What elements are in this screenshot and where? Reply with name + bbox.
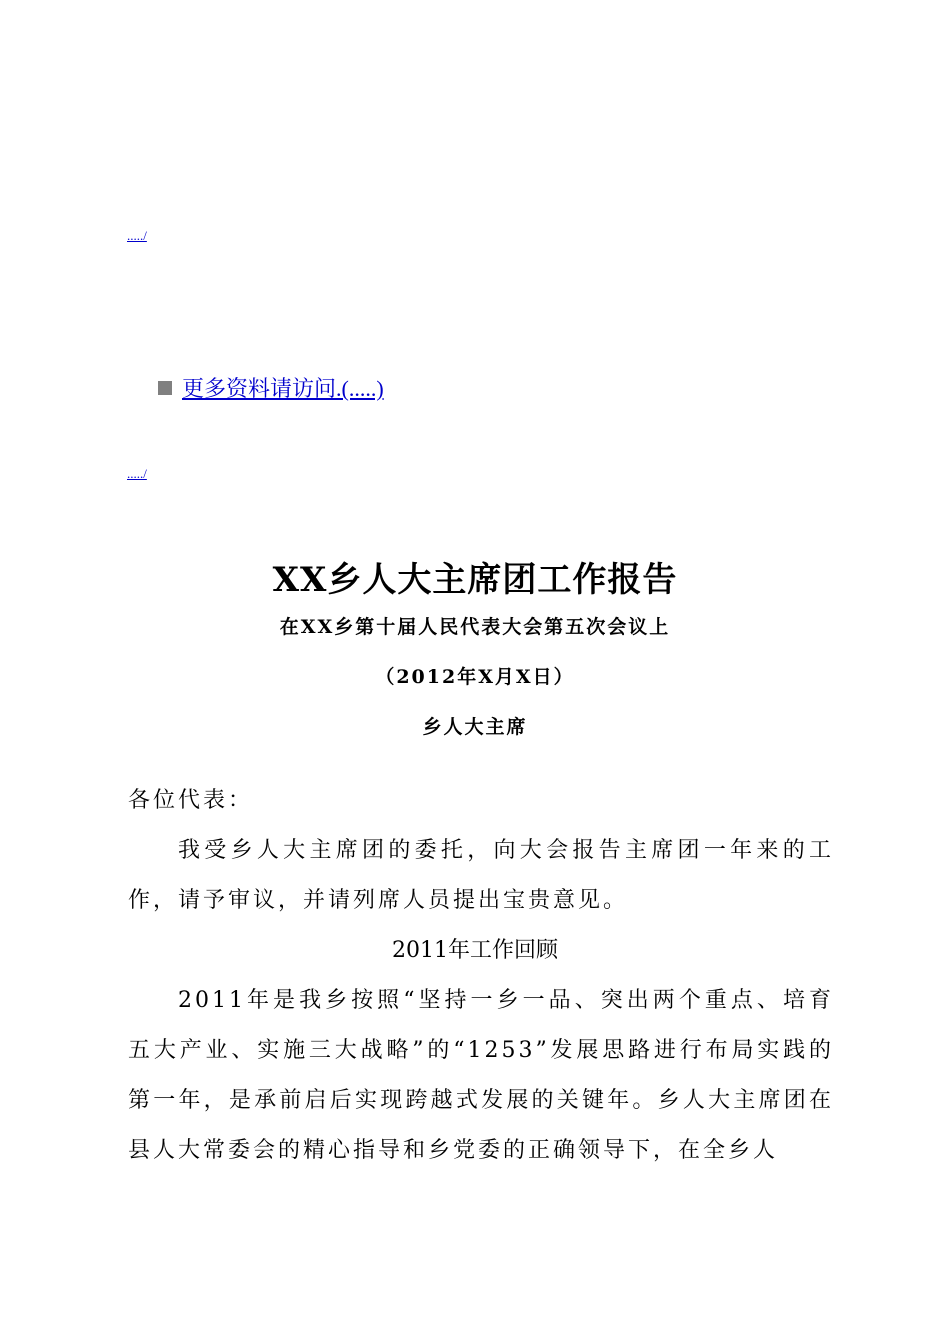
salutation: 各位代表： — [128, 788, 254, 813]
mid-link[interactable]: ...../ — [127, 466, 147, 481]
subtitle-speaker: 乡人大主席 — [422, 716, 528, 738]
document-title: XX乡人大主席团工作报告 — [272, 560, 678, 600]
subtitle-venue: 在XX乡第十届人民代表大会第五次会议上 — [279, 616, 671, 638]
more-info-link[interactable]: 更多资料请访问.(.....) — [182, 376, 384, 401]
section-heading: 2011年工作回顾 — [392, 938, 558, 963]
paragraph-intro: 我受乡人大主席团的委托，向大会报告主席团一年来的工作，请予审议，并请列席人员提出宝贵意见。 — [128, 838, 834, 913]
top-link[interactable]: ...../ — [127, 228, 147, 243]
subtitle-date: （2012年X月X日） — [375, 666, 575, 688]
more-info-row — [158, 372, 384, 403]
paragraph-review: 2011年是我乡按照“坚持一乡一品、突出两个重点、培育五大产业、实施三大战略”的“1253”发展思路进行布局实践的第一年，是承前启后实现跨越式发展的关键年。乡人大主席团在县人大常委会的精心指导和乡党委的正确领导下，在全乡人 — [128, 988, 834, 1163]
square-bullet-icon — [158, 381, 172, 395]
